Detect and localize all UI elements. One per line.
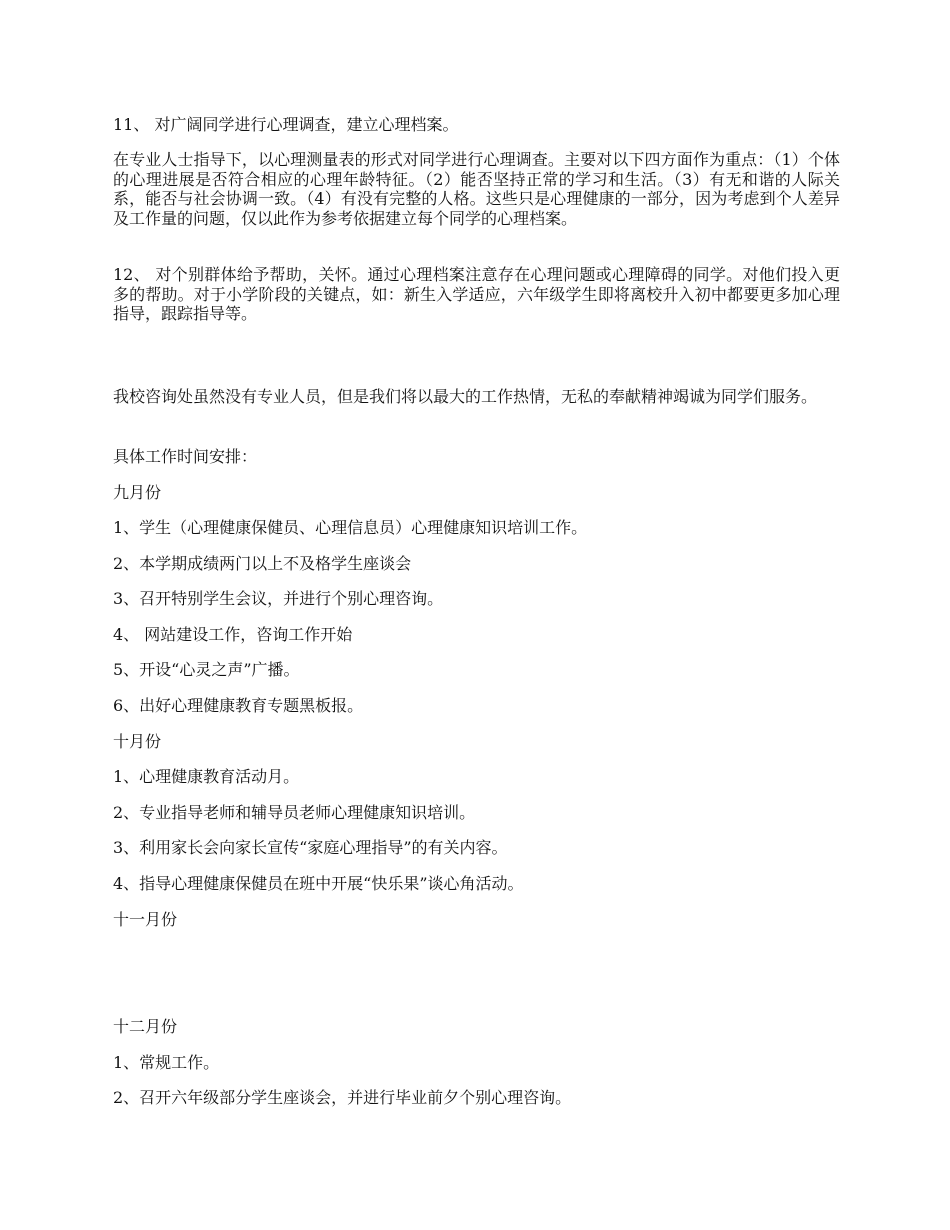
month-title-november: 十一月份 <box>113 910 178 929</box>
october-item: 3、利用家长会向家长宣传“家庭心理指导”的有关内容。 <box>113 838 508 857</box>
september-item: 1、学生（心理健康保健员、心理信息员）心理健康知识培训工作。 <box>113 518 588 537</box>
item11-body: 在专业人士指导下，以心理测量表的形式对同学进行心理调查。主要对以下四方面作为重点：（1）个体的心理进展是否符合相应的心理年龄特征。（2）能否坚持正常的学习和生活。（3）有无和谐的人际关系，能否与社会协调一致。（4）有没有完整的人格。这些只是心理健康的一部分，因为考虑到个人差异及工作量的问题，仅以此作为参考依据建立每个同学的心理档案。 <box>113 150 840 228</box>
item12-body: 12、 对个别群体给予帮助，关怀。通过心理档案注意存在心理问题或心理障碍的同学。对他们投入更多的帮助。对于小学阶段的关键点，如：新生入学适应，六年级学生即将离校升入初中都要更多加心理指导，跟踪指导等。 <box>113 265 840 323</box>
december-item: 2、召开六年级部分学生座谈会，并进行毕业前夕个别心理咨询。 <box>113 1088 572 1107</box>
item11-heading: 11、 对广阔同学进行心理调查，建立心理档案。 <box>113 115 459 134</box>
month-title-september: 九月份 <box>113 483 162 502</box>
october-item: 4、指导心理健康保健员在班中开展“快乐果”谈心角活动。 <box>113 874 524 893</box>
december-item: 1、常规工作。 <box>113 1053 220 1072</box>
commitment-paragraph: 我校咨询处虽然没有专业人员，但是我们将以最大的工作热情，无私的奉献精神竭诚为同学们服务。 <box>113 387 818 406</box>
schedule-heading: 具体工作时间安排： <box>113 447 258 466</box>
october-item: 2、专业指导老师和辅导员老师心理健康知识培训。 <box>113 803 476 822</box>
september-item: 6、出好心理健康教育专题黑板报。 <box>113 696 364 715</box>
september-item: 2、本学期成绩两门以上不及格学生座谈会 <box>113 554 412 573</box>
september-item: 3、召开特别学生会议，并进行个别心理咨询。 <box>113 589 444 608</box>
october-item: 1、心理健康教育活动月。 <box>113 767 300 786</box>
month-title-december: 十二月份 <box>113 1017 178 1036</box>
september-item: 5、开设“心灵之声”广播。 <box>113 660 300 679</box>
month-title-october: 十月份 <box>113 732 162 751</box>
september-item: 4、 网站建设工作，咨询工作开始 <box>113 625 353 644</box>
